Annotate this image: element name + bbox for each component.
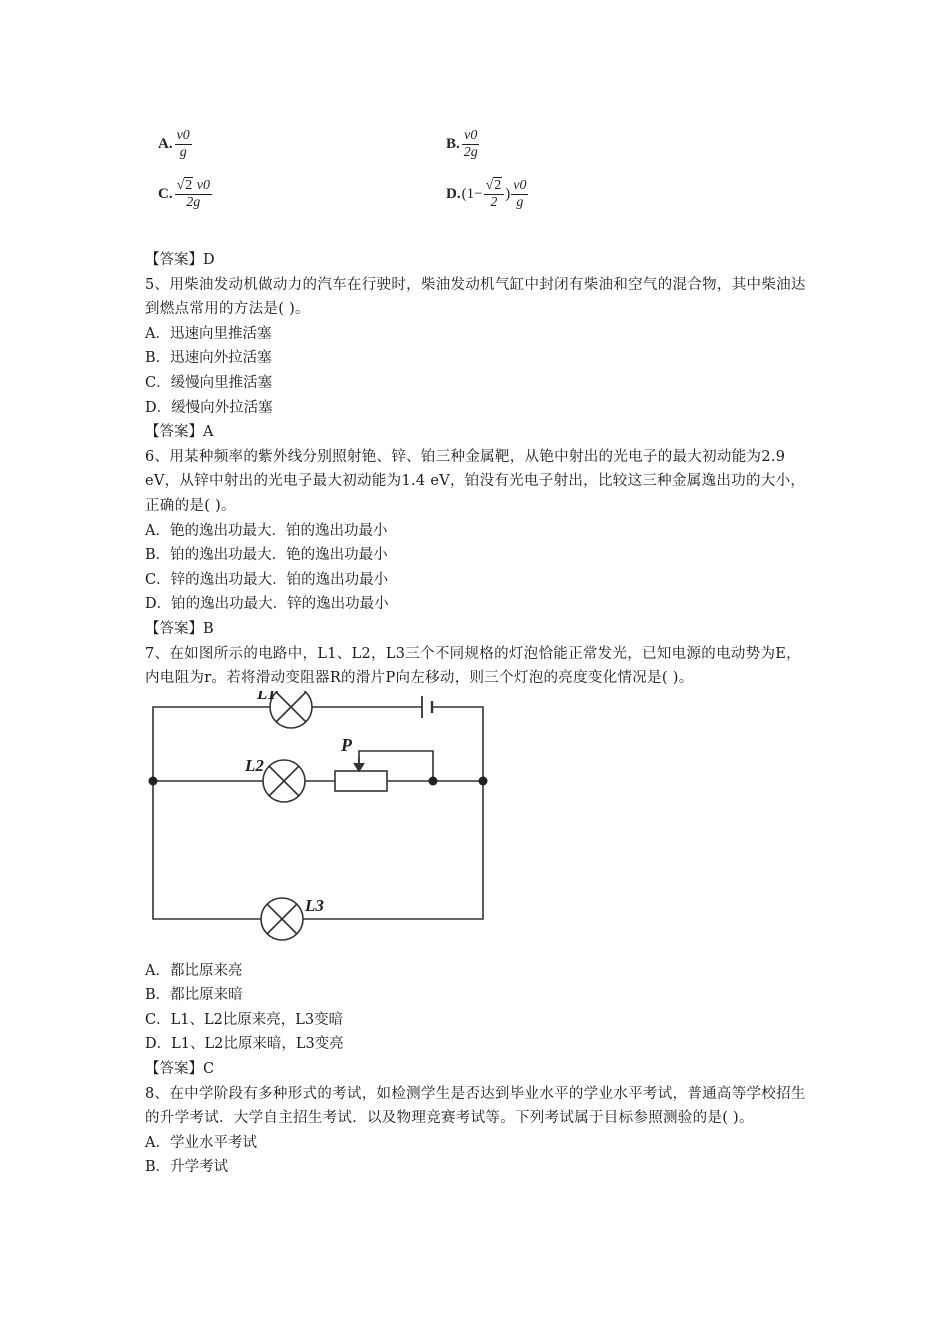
fraction-d-denominator: g [516,195,524,210]
fraction-d-inner-denominator: 2 [490,195,498,210]
q6-option-b: B．铂的逸出功最大．铯的逸出功最小 [145,547,388,564]
fraction-d-inner-numerator [484,178,505,195]
fraction-c-numerator-tail: v0 [196,178,210,193]
option-d-close: ) [505,186,511,202]
wire-top-right [432,707,483,781]
option-c-label: C. [158,186,173,202]
fraction-d-inner [484,178,505,211]
q7-stem: 7、在如图所示的电路中，L1、L2，L3三个不同规格的灯泡恰能正常发光，已知电源的电动势为E，内电阻为r。若将滑动变阻器R的滑片P向左移动，则三个灯泡的亮度变化情况是( )。 [145,645,801,687]
junction-slider [429,776,438,785]
sqrt-radicand: 2 [494,178,502,193]
q6-answer: 【答案】B [145,620,214,637]
junction-right [479,776,488,785]
question-text [145,248,815,1180]
slider-arrow-icon [354,763,364,771]
circuit-svg [145,691,505,959]
fraction-a-denominator: g [179,145,187,160]
q6-option-d: D．铂的逸出功最大．锌的逸出功最小 [145,596,389,613]
rheostat-icon [335,771,387,791]
q6-option-a: A．铯的逸出功最大．铂的逸出功最小 [145,522,388,539]
q7-answer: 【答案】C [145,1061,215,1078]
slider-wire [359,751,433,781]
lamp-l1-icon [270,691,312,728]
sqrt-sign: √2 [485,178,502,193]
fraction-c [175,178,212,211]
fraction-a-numerator: v0 [176,128,190,143]
q4-option-b [446,128,481,161]
fraction-c-denominator: 2g [186,195,201,210]
fraction-d [511,178,528,211]
q7-option-d: D．L1、L2比原来暗，L3变亮 [145,1036,344,1053]
q8-stem: 8、在中学阶段有多种形式的考试，如检测学生是否达到毕业水平的学业水平考试，普通高等学校招生的升学考试．大学自主招生考试．以及物理竞赛考试等。下列考试属于目标参照测验的是( )。 [145,1085,806,1127]
junction-left [149,776,158,785]
q8-option-a: A．学业水平考试 [145,1134,257,1151]
fraction-b [462,128,480,161]
q7-option-a: A．都比原来亮 [145,962,243,979]
fraction-b-numerator: v0 [464,128,478,143]
fraction-a [175,128,192,161]
q5-answer: 【答案】A [145,424,214,441]
q4-option-a [158,128,193,161]
q5-option-c: C．缓慢向里推活塞 [145,374,273,391]
wire-bottom-right [303,781,483,919]
sqrt-sign: √2 [176,178,193,193]
q5-option-b: B．迅速向外拉活塞 [145,350,272,367]
label-l2: L2 [245,755,264,775]
option-a-label: A. [158,136,173,152]
q5-option-d: D．缓慢向外拉活塞 [145,399,273,416]
fraction-b-denominator: 2g [463,145,478,160]
fraction-d-numerator: v0 [513,178,527,193]
label-l3: L3 [305,895,324,915]
sqrt-radicand: 2 [185,178,193,193]
q6-option-c: C．锌的逸出功最大．铂的逸出功最小 [145,571,389,588]
wire-bottom-left [153,781,261,919]
q8-option-b: B．升学考试 [145,1159,229,1176]
q4-answer: 【答案】D [145,252,215,268]
q5-stem: 5、用柴油发动机做动力的汽车在行驶时，柴油发动机气缸中封闭有柴油和空气的混合物，其中柴油达到燃点常用的方法是( )。 [145,276,806,318]
q7-option-c: C．L1、L2比原来亮，L3变暗 [145,1011,344,1028]
circuit-diagram [145,691,815,959]
fraction-c-numerator [175,178,212,195]
option-d-label: D. [446,186,461,202]
q4-option-d [446,178,529,211]
q6-stem: 6、用某种频率的紫外线分别照射铯、锌、铂三种金属靶，从铯中射出的光电子的最大初动能为2.9 eV，从锌中射出的光电子最大初动能为1.4 eV，铂没有光电子射出，比较这三种金属逸出功的大小，正确的是( )。 [145,448,806,514]
q4-option-c [158,178,213,211]
label-p: P [341,734,352,755]
q5-option-a: A．迅速向里推活塞 [145,325,272,342]
option-b-label: B. [446,136,460,152]
q7-option-b: B．都比原来暗 [145,987,243,1004]
option-d-open: (1− [461,186,483,202]
label-l1: L1 [257,690,276,703]
